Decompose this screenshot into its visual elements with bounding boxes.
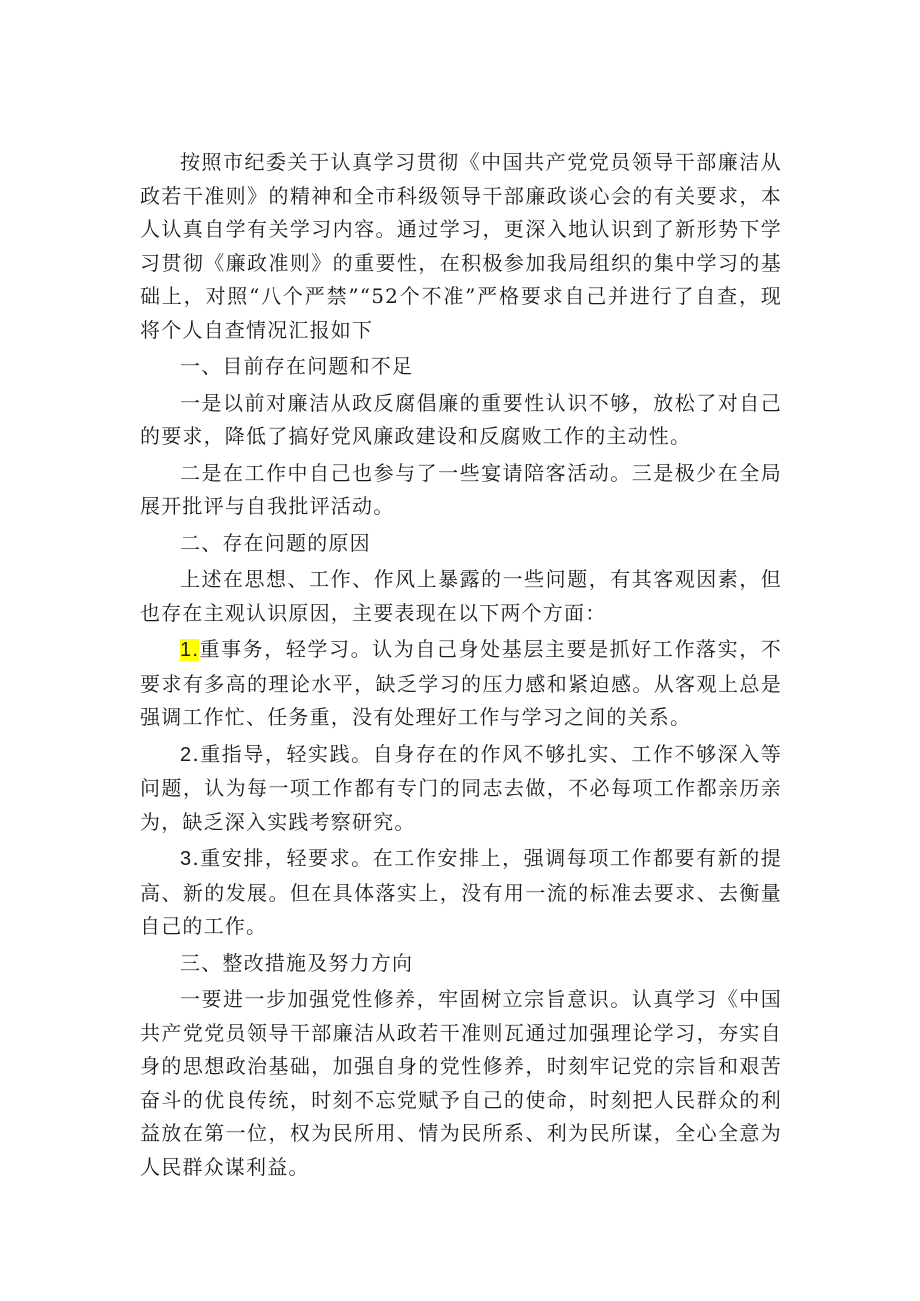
section2-heading: 二、存在问题的原因 — [180, 530, 371, 555]
section3-paragraph-1: 一要进一步加强党性修养，牢固树立宗旨意识。认真学习《中国共产党党员领导干部廉洁从政若干准则瓦通过加强理论学习，夯实自身的思想政治基础，加强自身的党性修养，时刻牢记党的宗旨和艰苦奋斗的优良传统，时刻不忘党赋予自己的使命，时刻把人民群众的利益放在第一位，权为民所用、情为民所系、利为民所谋，全心全意为人民群众谋利益。 — [140, 987, 782, 1179]
intro-paragraph: 按照市纪委关于认真学习贯彻《中国共产党党员领导干部廉洁从政若干准则》的精神和全市科级领导干部廉政谈心会的有关要求，本人认真自学有关学习内容。通过学习，更深入地认识到了新形势下学习贯彻《廉政准则》的重要性，在积极参加我局组织的集中学习的基础上，对照“八个严禁”“52个不准”严格要求自己并进行了自查，现将个人自查情况汇报如下 — [140, 150, 782, 342]
section1-paragraph-1: 一是以前对廉洁从政反腐倡廉的重要性认识不够，放松了对自己的要求，降低了搞好党风廉政建设和反腐败工作的主动性。 — [140, 390, 782, 448]
section1-paragraph-2: 二是在工作中自己也参与了一些宴请陪客活动。三是极少在全局展开批评与自我批评活动。 — [140, 460, 782, 518]
list-item-1-number: 1. — [180, 639, 200, 661]
list-item-3-text: .重安排，轻要求。在工作安排上，强调每项工作都要有新的提高、新的发展。但在具体落实上，没有用一流的标准去要求、去衡量自己的工作。 — [140, 846, 782, 938]
list-item-2-number: 2 — [180, 743, 193, 766]
list-item-3-number: 3 — [180, 848, 193, 870]
document-body — [140, 146, 782, 1184]
list-item-1 — [140, 633, 782, 735]
section2-paragraph-1: 上述在思想、工作、作风上暴露的一些问题，有其客观因素，但也存在主观认识原因，主要表现在以下两个方面： — [140, 567, 782, 625]
section3-heading: 三、整改措施及努力方向 — [180, 950, 414, 975]
list-item-2-text: .重指导，轻实践。自身存在的作风不够扎实、工作不够深入等问题，认为每一项工作都有专门的同志去做，不必每项工作都亲历亲为，缺乏深入实践考察研究。 — [140, 741, 782, 834]
list-item-3 — [140, 842, 782, 944]
section1-heading: 一、目前存在问题和不足 — [180, 354, 414, 378]
list-item-1-text: 重事务，轻学习。认为自己身处基层主要是抓好工作落实，不要求有多高的理论水平，缺乏学习的压力感和紧迫感。从客观上总是强调工作忙、任务重，没有处理好工作与学习之间的关系。 — [140, 637, 782, 729]
list-item-2 — [140, 738, 782, 840]
